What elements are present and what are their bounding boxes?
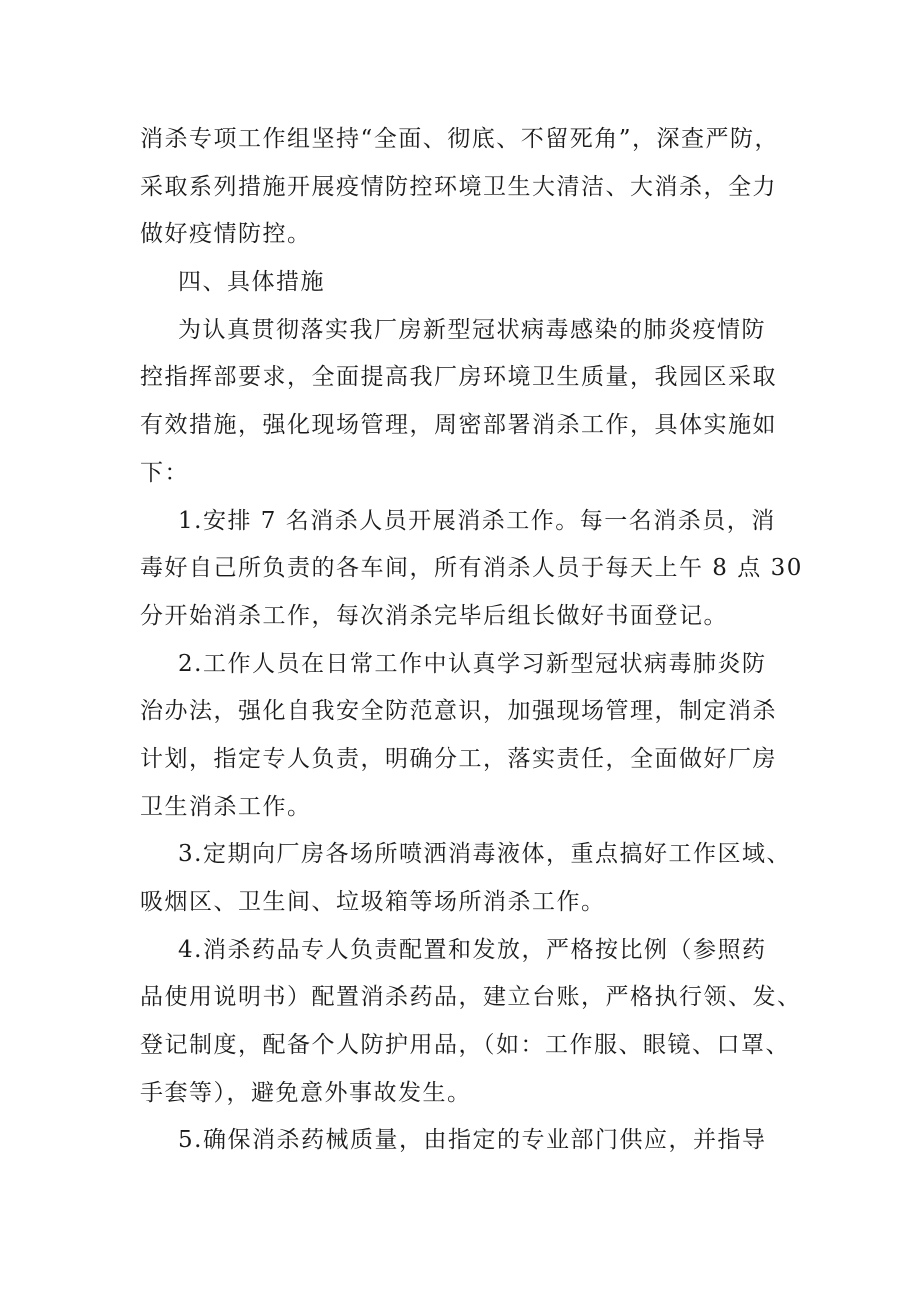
paragraph-line: 做好疫情防控。 [140,221,312,248]
list-item-line: 分开始消杀工作，每次消杀完毕后组长做好书面登记。 [140,602,728,629]
list-item-line: 2.工作人员在日常工作中认真学习新型冠状病毒肺炎防 [178,650,767,677]
list-item-line: 吸烟区、卫生间、垃圾箱等场所消杀工作。 [140,889,606,915]
list-item-line: 治办法，强化自我安全防范意识，加强现场管理，制定消杀 [140,698,777,725]
list-item-line: 手套等），避免意外事故发生。 [140,1079,472,1106]
list-item-line: 卫生消杀工作。 [140,793,312,820]
list-item-line: 1.安排 7 名消杀人员开展消杀工作。每一名消杀员，消 [178,507,776,534]
list-item-line: 毒好自己所负责的各车间，所有消杀人员于每天上午 8 点 30 [140,555,803,582]
list-item-line: 品使用说明书）配置消杀药品，建立台账，严格执行领、发、 [140,984,802,1011]
paragraph-line: 下： [140,459,189,486]
paragraph-line: 有效措施，强化现场管理，周密部署消杀工作，具体实施如 [140,412,777,439]
list-item-line: 4.消杀药品专人负责配置和发放，严格按比例（参照药 [178,936,767,963]
paragraph-line: 采取系列措施开展疫情防控环境卫生大清洁、大消杀，全力 [140,173,777,200]
list-item-line: 计划，指定专人负责，明确分工，落实责任，全面做好厂房 [140,745,777,772]
list-item-line: 3.定期向厂房各场所喷洒消毒液体，重点搞好工作区域、 [178,841,791,868]
list-item-line: 登记制度，配备个人防护用品，（如：工作服、眼镜、口罩、 [140,1032,790,1059]
body-text [140,116,803,1165]
section-heading: 四、具体措施 [178,269,325,296]
paragraph-line: 控指挥部要求，全面提高我厂房环境卫生质量，我园区采取 [140,364,777,391]
list-item-line: 5.确保消杀药械质量，由指定的专业部门供应，并指导 [178,1127,767,1154]
paragraph-line: 消杀专项工作组坚持“全面、彻底、不留死角”，深查严防， [140,126,780,152]
paragraph-line: 为认真贯彻落实我厂房新型冠状病毒感染的肺炎疫情防 [178,316,766,343]
